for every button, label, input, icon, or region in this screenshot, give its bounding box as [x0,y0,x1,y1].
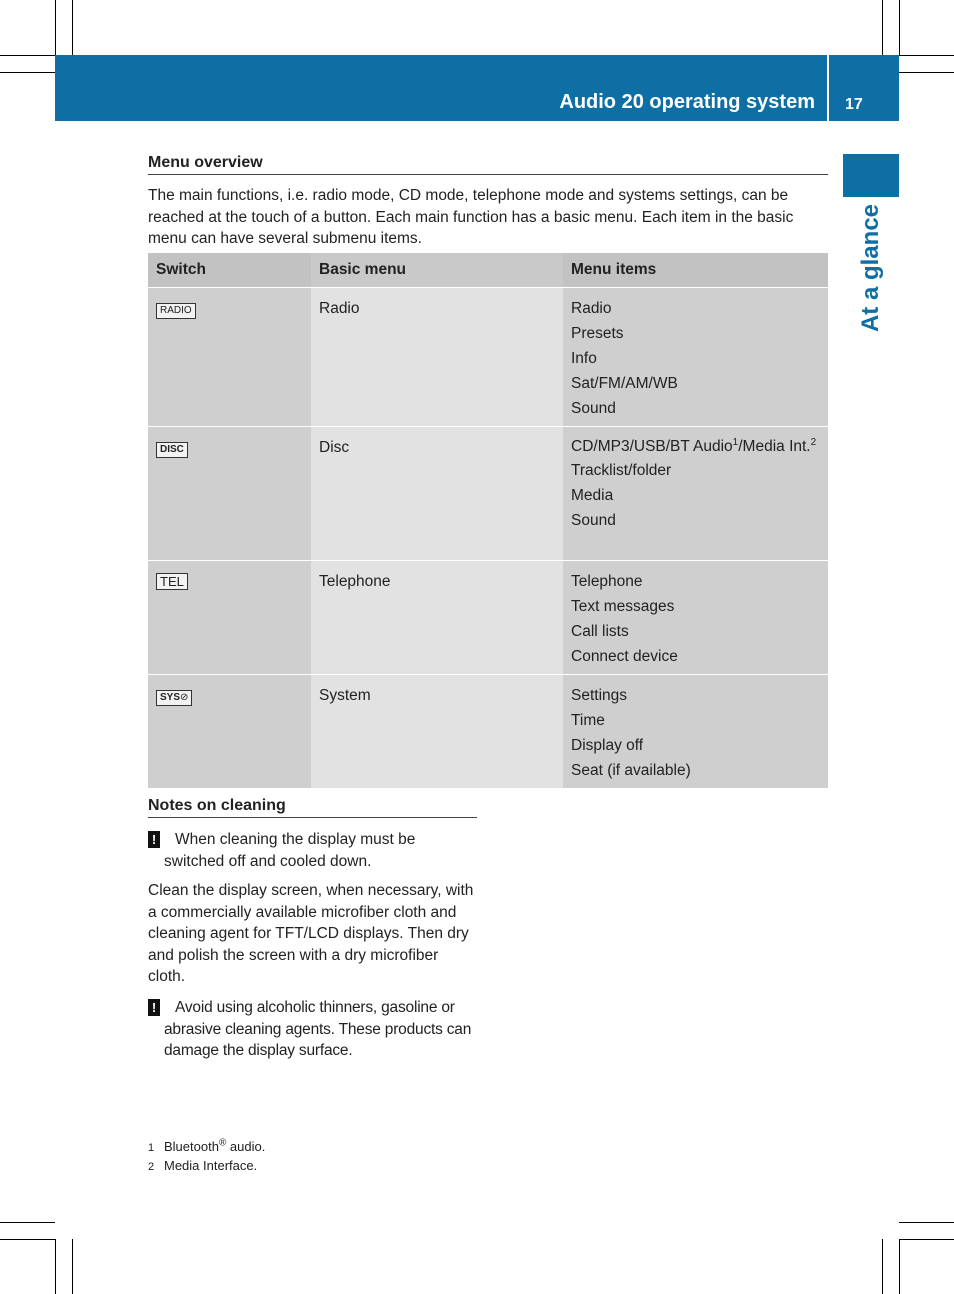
menu-item: Sat/FM/AM/WB [571,375,678,392]
crop-mark [899,1239,954,1240]
warning-text: When cleaning the display must be switched off and cooled down. [164,831,416,870]
crop-mark [899,1222,954,1223]
menu-items-cell [563,561,828,675]
basic-menu-cell: System [311,675,563,789]
warning-icon: ! [148,999,160,1016]
crop-mark [899,72,954,73]
table-header-row [148,253,828,288]
menu-item: Call lists [571,623,629,640]
menu-item: Info [571,350,597,367]
menu-item: Radio [571,300,612,317]
menu-item: Text messages [571,598,675,615]
crop-mark [882,0,883,55]
crop-mark [899,1239,900,1294]
table-row [148,561,828,675]
menu-item: Connect device [571,648,678,665]
crop-mark [0,55,55,56]
column-header-switch: Switch [148,253,311,288]
disc-key-icon: DISC [156,442,188,458]
crop-mark [899,55,954,56]
cleaning-heading: Notes on cleaning [148,797,477,818]
chapter-tab [843,154,899,197]
switch-cell [148,288,311,427]
crop-mark [0,1222,55,1223]
menu-item: Seat (if available) [571,762,691,779]
warning-text: Avoid using alcoholic thinners, gasoline or abrasive cleaning agents. These products can damage the display surface. [164,999,472,1059]
menu-item: CD/MP3/USB/BT Audio$^1$/Media Int.$^2$ [571,436,817,455]
footnote: 2 Media Interface. [148,1158,258,1173]
crop-mark [0,1239,55,1240]
table-row [148,288,828,427]
warning-note [148,829,478,872]
cleaning-body: Clean the display screen, when necessary, with a commercially available microfiber cloth and cleaning agent for TFT/LCD displays. Then dry and polish the screen with a dry microfiber cloth. [148,882,474,985]
column-header-menu-items: Menu items [563,253,828,288]
chapter-label: At a glance [857,203,884,333]
warning-note [148,997,479,1062]
page-title: Audio 20 operating system [559,91,815,113]
menu-item: Display off [571,737,644,754]
crop-mark [55,0,56,55]
menu-overview-intro: The main functions, i.e. radio mode, CD mode, telephone mode and systems settings, can be reached at the touch of a button. Each main function has a basic menu. Each item in the basic menu can have several submenu items. [148,187,794,247]
table-row [148,675,828,789]
basic-menu-cell: Disc [311,427,563,561]
menu-overview-heading: Menu overview [148,154,828,175]
menu-item: Sound [571,512,616,529]
tel-key-icon: TEL [156,573,188,590]
menu-table [148,253,828,789]
menu-item: Time [571,712,605,729]
menu-items-cell [563,427,828,561]
radio-key-icon: RADIO [156,303,196,319]
footnote-ref: 2 [810,436,817,448]
footnote-ref: 1 [732,436,739,448]
crop-mark [899,0,900,55]
switch-cell [148,675,311,789]
menu-item: Tracklist/folder [571,462,672,479]
switch-cell [148,561,311,675]
basic-menu-cell: Radio [311,288,563,427]
menu-items-cell [563,675,828,789]
warning-icon: ! [148,831,160,848]
column-header-basic-menu: Basic menu [311,253,563,288]
basic-menu-cell: Telephone [311,561,563,675]
sys-key-icon: SYS⊘ [156,690,192,706]
crop-mark [72,1239,73,1294]
menu-item: Telephone [571,573,643,590]
footnote: 1 Bluetooth® audio. [148,1137,266,1154]
switch-cell [148,427,311,561]
crop-mark [55,1239,56,1294]
menu-item: Media [571,487,614,504]
menu-items-cell [563,288,828,427]
header-divider [827,55,829,121]
menu-item: Settings [571,687,628,704]
menu-item: Sound [571,400,616,417]
crop-mark [0,72,55,73]
page-number: 17 [845,96,863,113]
crop-mark [72,0,73,55]
table-row [148,427,828,561]
page-header [55,55,899,121]
menu-item: Presets [571,325,624,342]
crop-mark [882,1239,883,1294]
